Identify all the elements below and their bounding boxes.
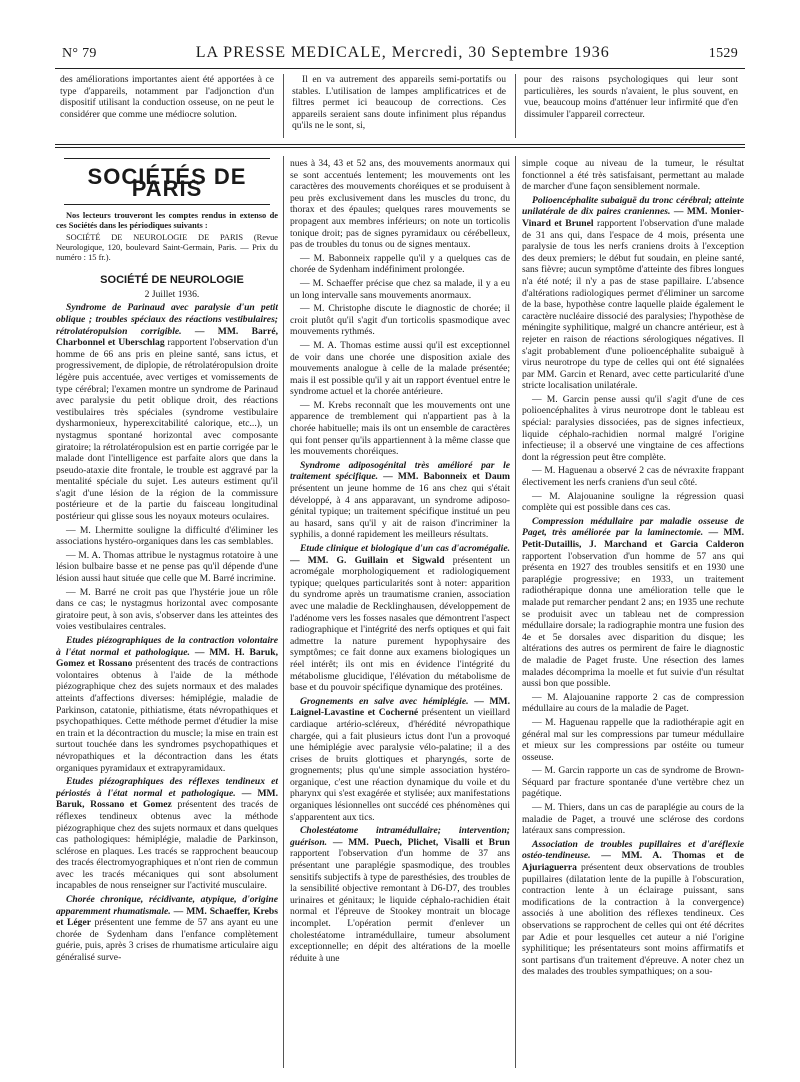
- subscription-text: SOCIÉTÉ DE NEUROLOGIE DE PARIS (Revue Neurologique, 120, boulevard Saint-Germain, Paris. — Prix du numéro : 15 fr.).: [56, 233, 278, 263]
- top-col-middle: [292, 74, 506, 138]
- top-col-right: [524, 74, 738, 138]
- title-rule-top: [64, 158, 270, 159]
- communication-title: Etudes piézographiques de la contraction volontaire à l'état normal et pathologique.: [56, 635, 278, 658]
- authors: — MM. Laignel-Lavastine et Cocherné: [290, 695, 510, 719]
- column-divider: [515, 156, 516, 1068]
- communication: [522, 839, 744, 978]
- communication-text: présentent un jeune homme de 16 ans chez qui s'était développé, à 4 ans apparavant, un syndrome adiposo-génital typique; un traitement spécifique institué un peu au hasard, sans qu'il y ait de raison d'incriminer la syphilis, a donné rapidement les meilleurs résultats.: [290, 483, 510, 541]
- top-col-left: [60, 74, 274, 138]
- communication-text: présentent deux observations de troubles pupillaires (dilatation lente de la pupille à l'obscuration, contraction lente à un éclairage puissant, sans modifications de la contraction à la convergence) associés à une abolition des réflexes tendineux. Ces observations se rapprochent de celles qui ont été décrites par Adie et pour lesquelles cet auteur a nié l'origine syphilitique; les présentateurs sont moins affirmatifs et sont partisans d'un traitement d'épreuve. A noter chez un des malades des troubles sympathiques; on a sou-: [522, 862, 744, 978]
- communication: [290, 825, 510, 964]
- communication-title: Cholestéatome intramédullaire; intervention; guérison.: [290, 825, 510, 848]
- communication-text: rapportent l'observation d'un homme de 66 ans pris en pleine santé, sans ictus, et progressivement, de diplopie, de rétrolatéropulsion droite légère puis accentuée, avec vertiges et vomissements de type cérébral; l'examen montre un syndrome de Parinaud avec paralysie du petit oblique droit, des réactions vestibulaires très spéciales (syndrome vestibulaire dysharmonieux, hyperexcitabilité calorique, etc...), un nystagmus spontané horizontal avec composante giratoire; la rétrolatéropulsion est en partie corrigée par le malade dont l'intelligence est parfaite alors que dans la pseudo-ataxie dite frontale, le trouble est aggravé par la mentalité spéciale du sujet. Les auteurs estiment qu'il s'agit d'une lésion de la région de la commissure postérieure et de la partie du faisceau longitudinal postérieur qui glisse sous les noyaux moteurs oculaires.: [56, 337, 278, 523]
- intro-text: Nos lecteurs trouveront les comptes rendus in extenso de ces Sociétés dans les périodiques suivants :: [56, 211, 278, 231]
- communication-title: Etudes piézographiques des réflexes tendineux et périostés à l'état normal et pathologique.: [56, 776, 278, 799]
- continued-text: simple coque au niveau de la tumeur, le résultat fonctionnel a été très satisfaisant, permettant au malade de marcher d'une façon sensiblement normale.: [522, 158, 744, 193]
- authors: — MM. Monier-Vinard et Brunel: [522, 206, 744, 229]
- discussion: — M. Alajouanine rapporte 2 cas de compression médullaire au cours de la maladie de Paget.: [522, 691, 744, 715]
- communication-title: Chorée chronique, récidivante, atypique, d'origine apparemment rhumatismale.: [56, 894, 278, 917]
- society-name: SOCIÉTÉ DE NEUROLOGIE: [100, 274, 244, 287]
- authors: — MM. Schaeffer, Krebs et Léger: [56, 905, 278, 929]
- column-divider: [283, 74, 284, 138]
- top-text-left: des améliorations importantes aient été apportées à ce type d'appareils, notamment par l'adjonction d'un dispositif utilisant la conduction osseuse, on ne peut le considérer que comme une médiocre solution.: [60, 74, 274, 120]
- section-rule-double: [55, 147, 745, 148]
- communication-text: présentent une femme de 57 ans ayant eu une chorée de Sydenham dans l'enfance complètement guérie, puis, après 3 crises de rhumatisme articulaire aigu généralisé surve-: [56, 917, 278, 964]
- authors: — MM. G. Guillain et Sigwald: [290, 554, 445, 566]
- communication-title: Association de troubles pupillaires et d'aréflexie ostéo-tendineuse.: [522, 838, 744, 862]
- communication: [522, 516, 744, 690]
- left-column: [56, 158, 278, 1068]
- discussion: — M. Alajouanine souligne la régression quasi complète qui est possible dans ces cas.: [522, 490, 744, 514]
- discussion: — M. Schaeffer précise que chez sa malade, il y a eu un long intervalle sans mouvements anormaux.: [290, 277, 510, 301]
- communication-title: Compression médullaire par maladie osseuse de Paget, très améliorée par la laminectomie.: [522, 515, 744, 539]
- communication: [290, 696, 510, 824]
- discussion: — M. Babonneix rappelle qu'il y a quelques cas de chorée de Sydenham indéfiniment prolongée.: [290, 252, 510, 276]
- top-text-right: pour des raisons psychologiques qui leur sont particulières, les sourds n'avaient, le plus souvent, en vue, beaucoup moins d'atténuer leur infirmité que d'en dissimuler l'appareil correcteur.: [524, 74, 738, 120]
- top-text-middle: Il en va autrement des appareils semi-portatifs ou stables. L'utilisation de lampes amplificatrices et de filtres permet ici beaucoup de corrections. Ces appareils seraient sans doute infiniment plus répandus qu'ils ne le sont, si,: [292, 74, 506, 132]
- discussion: — M. Garcin pense aussi qu'il s'agit d'une de ces polioencéphalites à virus neurotrope dont le tableau est spécial: paralysies dissociées, pas de signes infectieux, liquide céphalo-rachidien normal malgré l'origine infectieuse; il a observé une vingtaine de ces affections dont la régression peut être complète.: [522, 393, 744, 463]
- communication-text: rapportent l'observation d'un homme de 57 ans qui présenta en 1927 des troubles sensitifs et en 1930 une paraplégie progressive; en 1933, un traitement radiothérapique donna une amélioration telle que le malade put remarcher pendant 2 ans; en 1935 une rechute se produisit avec un tableau net de compression médullaire dorsale; la radiographie montra une fusion des 4e et 5e dorsales avec disparition du disque; les altérations des autres os permirent de faire le diagnostic de maladie de Paget fruste. Une résection des lames malades décomprima la moelle et fut suivie d'un résultat aussi bon que possible.: [522, 550, 744, 690]
- middle-column: [290, 158, 510, 1068]
- authors: — MM. A. Thomas et de Ajuriaguerra: [522, 850, 744, 874]
- authors: — MM. H. Baruk, Gomez et Rossano: [56, 646, 278, 670]
- discussion: — M. A. Thomas estime aussi qu'il est exceptionnel de voir dans une chorée une disposition axiale des mouvements analogue à celle de la malade présentée; mais il est possible qu'il y ait un rapport éventuel entre le syndrome actuel et la chorée antérieure.: [290, 339, 510, 398]
- discussion: — M. Krebs reconnaît que les mouvements ont une apparence de tremblement qui n'appartient pas à la chorée habituelle; mais ils ont un ensemble de caractères qui font penser qu'ils appartiennent à la même classe que les mouvements choréiques.: [290, 399, 510, 458]
- discussion: — M. Haguenau rappelle que la radiothérapie agit en général mal sur les compressions par tumeur médullaire et mieux sur les compressions par ostéite ou tumeur osseuse.: [522, 716, 744, 763]
- communication: [522, 195, 744, 392]
- discussion: — M. Christophe discute le diagnostic de chorée; il croit plutôt qu'il s'agit d'un torticolis spasmodique avec mouvements rythmés.: [290, 303, 510, 338]
- communication: [56, 302, 278, 522]
- authors: — MM. Baruk, Rossano et Gomez: [56, 787, 278, 811]
- communication-text: rapportent l'observation d'un homme de 37 ans présentant une paraplégie spasmodique, des troubles sensitifs subjectifs à type de paresthésies, des troubles de la sensibilité objective remontant à D6-D7, des troubles urinaires et génitaux; le liquide céphalo-rachidien était normal et l'épreuve de Stookey montrait un blocage incomplet. L'opération permit d'enlever un cholestéatome intramédullaire, tumeur absolument exceptionnelle; en dépit des altérations de la moelle réduite à une: [290, 848, 510, 964]
- authors: — MM. Babonneix et Daum: [383, 471, 510, 483]
- right-column: [522, 158, 744, 1068]
- intro-block: [56, 211, 278, 263]
- communication-title: Syndrome de Parinaud avec paralysie d'un petit oblique ; troubles spéciaux des réactions vestibulaires; rétrolatéropulsion corrigible.: [56, 302, 278, 337]
- communication-text: présentent des tracés de contractions volontaires obtenus à l'aide de la méthode piézographique chez des sujets normaux et des malades atteints d'affections diverses: hémiplégie, maladie de Parkinson, catatonie, pithiatisme, états névropathiques et psychopathiques. Cette méthode permet d'étudier la mise en train et la décontraction du muscle; la mise en train est surtout touchée dans les syndromes psychopathiques et névropathiques et la décontraction dans les états organiques pyramidaux et extrapyramidaux.: [56, 658, 278, 774]
- communication: [56, 894, 278, 964]
- column-divider: [515, 74, 516, 138]
- discussion: — M. Barré ne croit pas que l'hystérie joue un rôle dans ce cas; le nystagmus horizontal avec composante giratoire peut, à son avis, s'observer dans les atteintes des voies vestibulaires centrales.: [56, 586, 278, 633]
- communication-title: Etude clinique et biologique d'un cas d'acromégalie.: [300, 543, 510, 554]
- header-rule: [55, 68, 745, 69]
- session-date: 2 Juillet 1936.: [144, 288, 200, 300]
- journal-title: LA PRESSE MEDICALE, Mercredi, 30 Septembre 1936: [195, 44, 610, 61]
- section-title: SOCIÉTÉS DE PARIS: [87, 164, 247, 201]
- continued-text: nues à 34, 43 et 52 ans, des mouvements anormaux qui se sont accentués lentement; les mouvements ont les caractères des mouvements choréiques et se produisent à peu près exclusivement dans les muscles du tronc, du thorax et des épaules; quelques rares mouvements se propagent aux membres inférieurs; on note un torticolis tonique droit; pas de signes pyramidaux ou cérébelleux, pas de troubles du tonus ou de signes mentaux.: [290, 158, 510, 251]
- discussion: — M. A. Thomas attribue le nystagmus rotatoire à une lésion bulbaire basse et ne pense pas qu'il dépende d'une lésion aussi haut située que celle que M. Barré incrimine.: [56, 549, 278, 585]
- communication-title: Grognements en salve avec hémiplégie.: [300, 695, 469, 707]
- authors: — MM. Puech, Plichet, Visalli et Brun: [332, 836, 510, 848]
- page-number: 1529: [708, 46, 738, 61]
- discussion: — M. Haguenau a observé 2 cas de névraxite frappant électivement les nerfs craniens d'un seul côté.: [522, 465, 744, 489]
- authors: — MM. Barré, Charbonnel et Uberschlag: [56, 325, 278, 349]
- issue-number: N° 79: [62, 46, 97, 61]
- communication-text: rapportent l'observation d'une malade de 31 ans qui, dans l'espace de 4 mois, présenta une paralysie de tous les nerfs craniens droits à l'exception des deux premiers; le début fut soudain, en pleine santé, sans fièvre; aucun symptôme d'atteinte des fibres longues n'a été noté; il n'y a pas de stase papillaire. L'absence d'altérations radiologiques permet d'éliminer un sarcome de la base, hypothèse contre laquelle plaide également le caractère nucléaire dissocié des paralysies; l'hypothèse de méningite syphilitique, malgré un chancre antérieur, est à rejeter en raison de réactions sérologiques négatives. Il s'agit probablement d'une polioencéphalite subaiguë à virus neurotrope du type de celles qui ont été signalées par MM. Garcin et Renard, avec cette particularité d'une stricte localisation unilatérale.: [522, 217, 744, 392]
- communication-text: présentent un acromégale morphologiquement et radiologiquement typique; quelques particularités sont à noter: apparition du syndrome après un traumatisme cranien, association avec une maladie de Recklinghausen, développement de l'adénome vers les fosses nasales que démontrent l'aspect radiographique et l'intégrité des nerfs optiques et qui fait admettre la nature purement hypophysaire des symptômes; ce fait donne aux examens biologiques un réel intérêt; ils ont mis en évidence l'intégrité du métabolisme glucidique, l'élévation du métabolisme de base et du pouvoir spécifique dynamique des protéines.: [290, 554, 510, 694]
- section-rule: [55, 144, 745, 145]
- authors: — MM. Petit-Dutaillis, J. Marchand et Garcia Calderon: [522, 527, 744, 550]
- discussion: — M. Garcin rapporte un cas de syndrome de Brown-Séquard par fracture spontanée d'une vertèbre chez un pagétique.: [522, 765, 744, 800]
- communication: [56, 776, 278, 892]
- discussion: — M. Lhermitte souligne la difficulté d'éliminer les associations hystéro-organiques dans les cas semblables.: [56, 524, 278, 548]
- communication: [290, 543, 510, 694]
- title-rule-bottom: [64, 204, 270, 205]
- communication-title: Polioencéphalite subaiguë du tronc cérébral; atteinte unilatérale de dix paires craniennes.: [522, 194, 744, 218]
- communication: [290, 460, 510, 541]
- communication-title: Syndrome adiposogénital très amélioré par le traitement spécifique.: [290, 459, 510, 483]
- column-divider: [283, 156, 284, 1068]
- page-header: [62, 44, 738, 64]
- communication-text: présentent un vieillard cardiaque artério-scléreux, d'hérédité névropathique chargée, qui a fait plusieurs ictus dont l'un a provoqué une hémiplégie avec paralysie vélo-palatine; il a des crises de bruits glottiques et pharyngés, sorte de grognements; plus qu'une simple association hystéro-organique, c'est une réaction dynamique du voile et du pharynx qui s'est exagérée et stylisée; aux manifestations organiques lésionnelles ont succédé ces phénomènes qui s'apparentent aux tics.: [290, 707, 510, 823]
- communication-text: présentent des tracés de réflexes tendineux obtenus avec la méthode piézographique chez des sujets normaux et dans quelques cas pathologiques: hémiplégie, maladie de Parkinson, sclérose en plaques. Les tracés se rapprochent beaucoup des tracés électromyographiques et n'ont rien de commun avec les tracés mécaniques qui sont absolument incapables de nous renseigner sur l'activité musculaire.: [56, 799, 278, 892]
- communication: [56, 635, 278, 774]
- discussion: — M. Thiers, dans un cas de paraplégie au cours de la maladie de Paget, a trouvé une sclérose des cordons latéraux sans compression.: [522, 802, 744, 837]
